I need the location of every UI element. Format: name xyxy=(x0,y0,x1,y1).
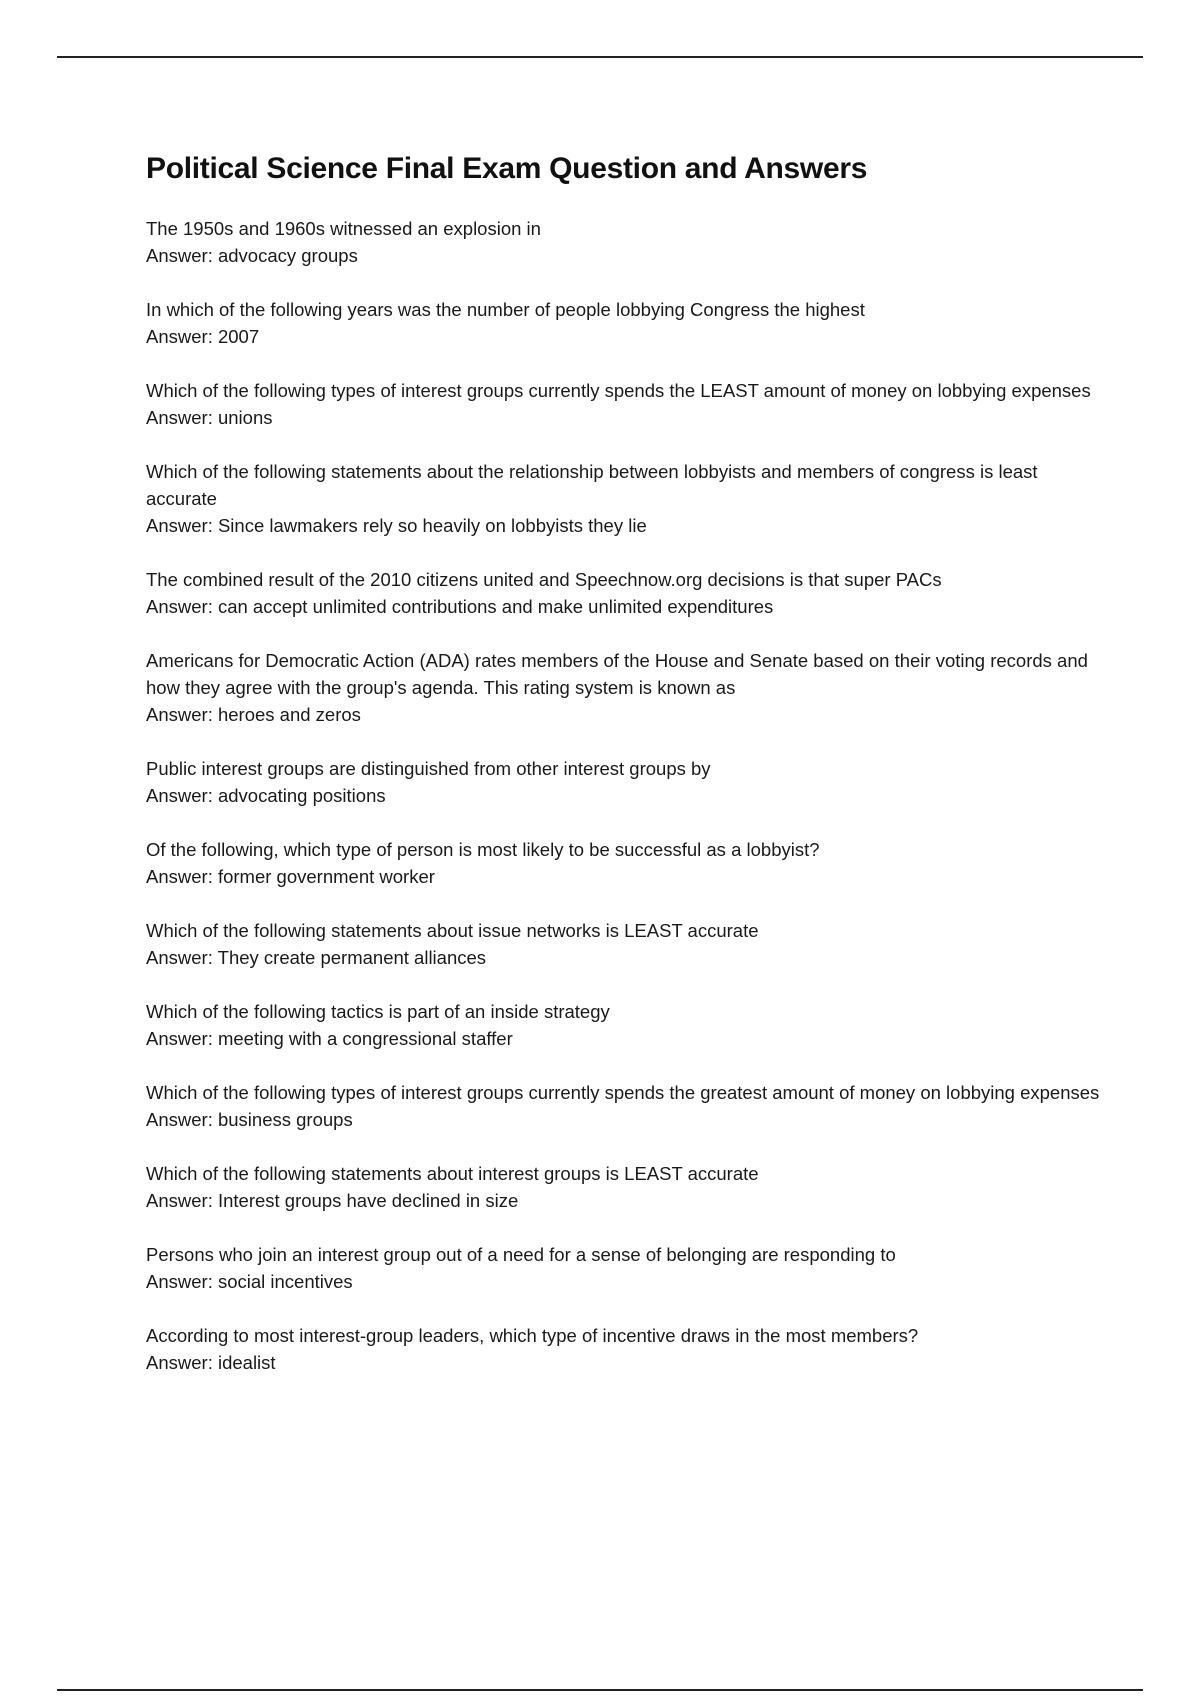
answer-prefix: Answer: xyxy=(146,326,218,347)
qa-item xyxy=(146,917,1106,971)
answer-prefix: Answer: xyxy=(146,1190,218,1211)
question-text: Which of the following statements about issue networks is LEAST accurate xyxy=(146,920,759,941)
answer-line xyxy=(146,1106,1106,1133)
question-text: Americans for Democratic Action (ADA) rates members of the House and Senate based on their voting records and how they agree with the group's agenda. This rating system is known as xyxy=(146,650,1088,698)
answer-prefix: Answer: xyxy=(146,596,218,617)
document-title: Political Science Final Exam Question and Answers xyxy=(146,152,868,185)
question-text: Public interest groups are distinguished from other interest groups by xyxy=(146,758,711,779)
answer-prefix: Answer: xyxy=(146,1109,218,1130)
answer-prefix: Answer: xyxy=(146,866,218,887)
question-text: Which of the following types of interest groups currently spends the LEAST amount of money on lobbying expenses xyxy=(146,380,1091,401)
answer-prefix: Answer: xyxy=(146,1352,218,1373)
question-text: The combined result of the 2010 citizens united and Speechnow.org decisions is that super PACs xyxy=(146,569,942,590)
answer-prefix: Answer: xyxy=(146,1271,218,1292)
qa-item xyxy=(146,458,1106,539)
question-text: Which of the following statements about the relationship between lobbyists and members of congress is least accurate xyxy=(146,461,1038,509)
answer-line xyxy=(146,404,1106,431)
answer-text: idealist xyxy=(217,1352,276,1373)
answer-text: They create permanent alliances xyxy=(217,947,487,968)
qa-item xyxy=(146,1079,1106,1133)
answer-text: Interest groups have declined in size xyxy=(217,1190,519,1211)
qa-item xyxy=(146,1322,1106,1376)
question-text: Which of the following types of interest groups currently spends the greatest amount of money on lobbying expenses xyxy=(146,1082,1100,1103)
qa-item xyxy=(146,215,1106,269)
qa-item xyxy=(146,296,1106,350)
answer-text: Since lawmakers rely so heavily on lobbyists they lie xyxy=(217,515,647,536)
answer-prefix: Answer: xyxy=(146,245,218,266)
document-body xyxy=(146,148,1106,1403)
question-text: The 1950s and 1960s witnessed an explosion in xyxy=(146,218,541,239)
top-divider xyxy=(57,56,1143,58)
answer-text: advocacy groups xyxy=(217,245,358,266)
answer-text: heroes and zeros xyxy=(217,704,361,725)
answer-prefix: Answer: xyxy=(146,1028,218,1049)
answer-text: former government worker xyxy=(217,866,435,887)
answer-prefix: Answer: xyxy=(146,704,218,725)
question-text: According to most interest-group leaders, which type of incentive draws in the most members? xyxy=(146,1325,919,1346)
answer-text: social incentives xyxy=(217,1271,353,1292)
question-text: Persons who join an interest group out of a need for a sense of belonging are responding to xyxy=(146,1244,896,1265)
qa-item xyxy=(146,755,1106,809)
answer-text: can accept unlimited contributions and make unlimited expenditures xyxy=(217,596,774,617)
answer-line xyxy=(146,242,1106,269)
answer-text: meeting with a congressional staffer xyxy=(217,1028,513,1049)
answer-line xyxy=(146,1349,1106,1376)
answer-prefix: Answer: xyxy=(146,947,218,968)
answer-prefix: Answer: xyxy=(146,785,218,806)
answer-line xyxy=(146,512,1106,539)
answer-text: business groups xyxy=(217,1109,353,1130)
question-text: Which of the following tactics is part of an inside strategy xyxy=(146,1001,610,1022)
bottom-divider xyxy=(57,1689,1143,1691)
answer-line xyxy=(146,782,1106,809)
qa-item xyxy=(146,998,1106,1052)
answer-text: 2007 xyxy=(217,326,260,347)
qa-item xyxy=(146,836,1106,890)
answer-line xyxy=(146,1025,1106,1052)
answer-line xyxy=(146,944,1106,971)
answer-line xyxy=(146,701,1106,728)
answer-text: unions xyxy=(217,407,273,428)
qa-item xyxy=(146,377,1106,431)
question-text: In which of the following years was the number of people lobbying Congress the highest xyxy=(146,299,865,320)
qa-item xyxy=(146,647,1106,728)
answer-line xyxy=(146,323,1106,350)
answer-line xyxy=(146,863,1106,890)
qa-item xyxy=(146,1241,1106,1295)
answer-prefix: Answer: xyxy=(146,407,218,428)
answer-line xyxy=(146,593,1106,620)
question-text: Which of the following statements about interest groups is LEAST accurate xyxy=(146,1163,759,1184)
answer-line xyxy=(146,1268,1106,1295)
answer-text: advocating positions xyxy=(217,785,386,806)
answer-prefix: Answer: xyxy=(146,515,218,536)
question-text: Of the following, which type of person is most likely to be successful as a lobbyist? xyxy=(146,839,820,860)
answer-line xyxy=(146,1187,1106,1214)
qa-item xyxy=(146,566,1106,620)
qa-item xyxy=(146,1160,1106,1214)
